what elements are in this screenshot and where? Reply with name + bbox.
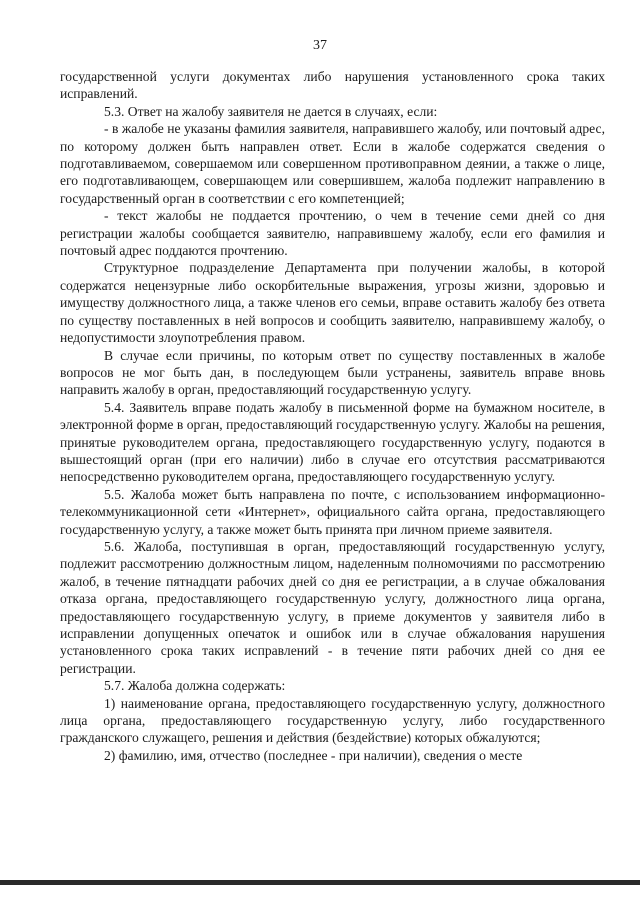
- paragraph-5-6: 5.6. Жалоба, поступившая в орган, предоставляющий государственную услугу, подлежит рассмотрению должностным лицом, наделенным полномочиями по рассмотрению жалоб, в течение пятнадцати рабочих дней со дня ее регистрации, а в случае обжалования отказа органа, предоставляющего государственную услугу, должностного лица органа, предоставляющего государственную услугу, в приеме документов у заявителя либо в исправлении допущенных опечаток и ошибок или в случае обжалования нарушения установленного срока таких исправлений - в течение пяти рабочих дней со дня ее регистрации.: [60, 538, 605, 676]
- page-number: 37: [313, 38, 327, 53]
- paragraph-5-3-heading: 5.3. Ответ на жалобу заявителя не дается в случаях, если:: [104, 103, 438, 119]
- paragraph-5-5: 5.5. Жалоба может быть направлена по почте, с использованием информационно-телекоммуникационной сети «Интернет», официального сайта органа, предоставляющего государственную услугу, а также может быть принята при личном приеме заявителя.: [60, 486, 605, 537]
- paragraph-5-7-heading: 5.7. Жалоба должна содержать:: [104, 678, 286, 694]
- paragraph-resubmission: В случае если причины, по которым ответ по существу поставленных в жалобе вопросов не мог быть дан, в последующем были устранены, заявитель вправе вновь направить жалобу в орган, предоставляющий государственную услугу.: [60, 347, 605, 398]
- paragraph-5-7-item-1: 1) наименование органа, предоставляющего государственную услугу, должностного лица органа, предоставляющего государственную услугу, либо государственного гражданского служащего, решения и действия (бездействие) которых обжалуются;: [60, 695, 605, 746]
- paragraph-5-4: 5.4. Заявитель вправе подать жалобу в письменной форме на бумажном носителе, в электронной форме в орган, предоставляющий государственную услугу. Жалобы на решения, принятые руководителем органа, предоставляющего государственную услугу, подаются в вышестоящий орган (при его наличии) либо в случае его отсутствия рассматриваются непосредственно руководителем органа, предоставляющего государственную услугу.: [60, 399, 605, 485]
- paragraph-5-3-item-2: - текст жалобы не поддается прочтению, о чем в течение семи дней со дня регистрации жалобы сообщается заявителю, направившему жалобу, если его фамилия и почтовый адрес поддаются прочтению.: [60, 208, 605, 259]
- paragraph-5-3-item-1: - в жалобе не указаны фамилия заявителя, направившего жалобу, или почтовый адрес, по которому должен быть направлен ответ. Если в жалобе содержатся сведения о подготавливаемом, совершаемом или совершенном противоправном деянии, а также о лице, его подготавливающем, совершающем или совершившем, жалоба подлежит направлению в государственный орган в соответствии с его компетенцией;: [60, 121, 605, 206]
- paragraph-continuation: государственной услуги документах либо нарушения установленного срока таких исправлений.: [60, 69, 605, 102]
- paragraph-5-7-item-2: 2) фамилию, имя, отчество (последнее - при наличии), сведения о месте: [104, 747, 523, 763]
- paragraph-department-rights: Структурное подразделение Департамента при получении жалобы, в которой содержатся нецензурные либо оскорбительные выражения, угрозы жизни, здоровью и имуществу должностного лица, а также членов его семьи, вправе оставить жалобу без ответа по существу поставленных в ней вопросов и сообщить заявителю, направившему жалобу, о недопустимости злоупотребления правом.: [60, 260, 605, 346]
- page-body: [60, 68, 605, 764]
- scan-bottom-edge: [0, 880, 640, 885]
